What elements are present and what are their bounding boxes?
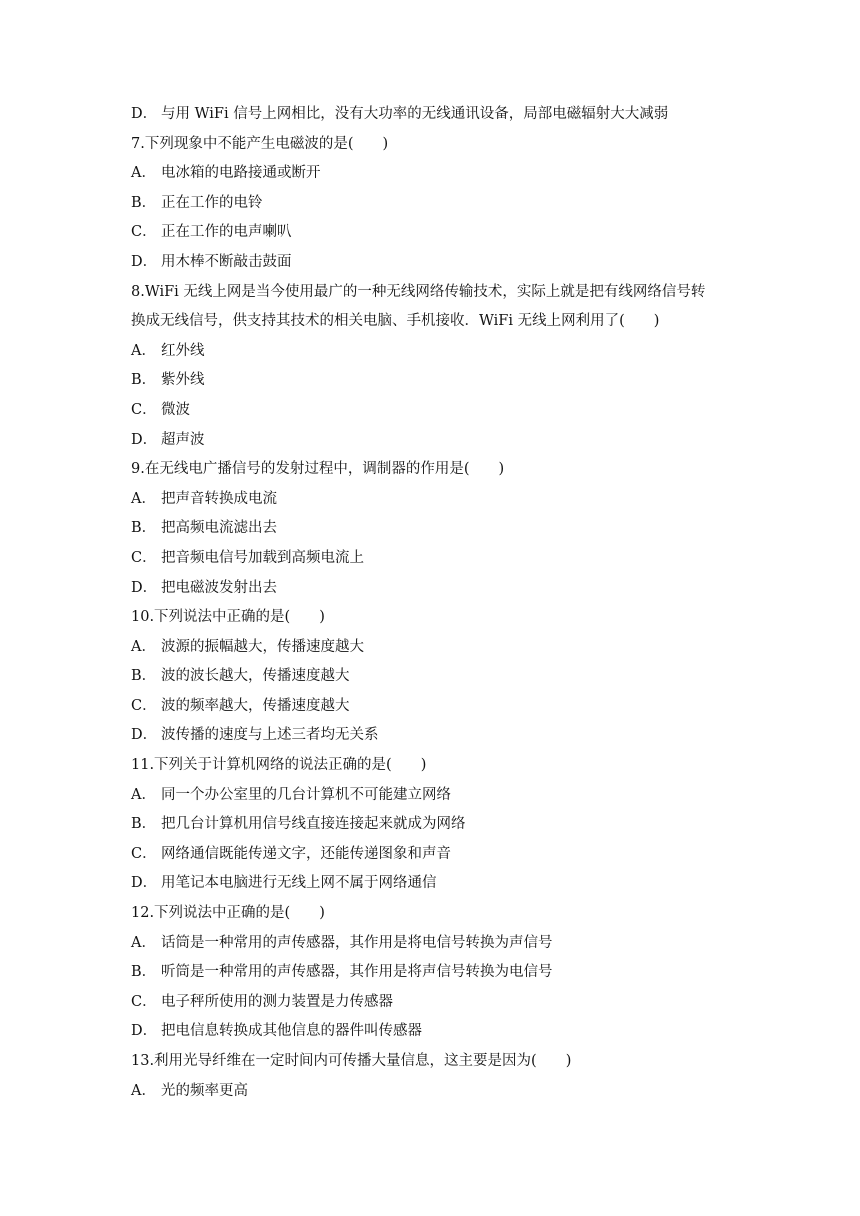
option-letter: D． [131,106,158,122]
option-text: 把声音转换成电流 [161,490,277,507]
answer-option [131,1017,731,1047]
answer-option [131,485,731,515]
option-text: 把几台计算机用信号线直接连接起来就成为网络 [161,816,466,833]
option-text: 正在工作的电声喇叭 [161,224,292,241]
option-letter: B． [131,816,157,833]
document-page [131,100,731,1106]
option-letter: D． [131,727,158,744]
option-text: 用笔记本电脑进行无线上网不属于网络通信 [161,875,437,892]
option-letter: A． [131,934,156,951]
question-text: 10.下列说法中正确的是( ) [131,609,325,626]
option-letter: B． [131,372,157,389]
answer-option [131,248,731,278]
answer-option [131,988,731,1018]
answer-option [131,929,731,959]
option-letter: C． [131,845,157,862]
answer-option [131,692,731,722]
option-text: 波的波长越大，传播速度越大 [161,668,350,685]
option-text: 红外线 [161,342,205,359]
option-text: 电冰箱的电路接通或断开 [161,165,321,182]
option-text: 同一个办公室里的几台计算机不可能建立网络 [161,786,451,803]
question-text: 13.利用光导纤维在一定时间内可传播大量信息，这主要是因为( ) [131,1053,572,1069]
option-letter: C． [131,697,157,714]
option-letter: B． [131,668,157,685]
option-text: 用木棒不断敲击鼓面 [161,253,292,270]
question-text: 12.下列说法中正确的是( ) [131,905,325,922]
question-text: 11.下列关于计算机网络的说法正确的是( ) [131,757,427,774]
answer-option [131,426,731,456]
option-text: 与用 WiFi 信号上网相比，没有大功率的无线通讯设备，局部电磁辐射大大减弱 [161,106,669,122]
option-letter: A． [131,1082,156,1099]
answer-option [131,869,731,899]
option-letter: B． [131,194,157,211]
option-text: 把高频电流滤出去 [161,520,277,537]
option-letter: B． [131,520,157,537]
answer-option [131,189,731,219]
option-text: 波源的振幅越大，传播速度越大 [161,638,364,655]
option-letter: C． [131,224,157,241]
answer-option [131,366,731,396]
option-text: 光的频率更高 [161,1082,248,1099]
option-letter: C． [131,549,157,566]
option-letter: D． [131,579,158,596]
question-text: 换成无线信号，供支持其技术的相关电脑、手机接收．WiFi 无线上网利用了( ) [131,313,660,330]
option-text: 超声波 [161,431,205,448]
option-text: 波的频率越大，传播速度越大 [161,697,350,714]
option-letter: D． [131,875,158,892]
answer-option [131,1077,731,1107]
answer-option [131,337,731,367]
question-text: 8.WiFi 无线上网是当今使用最广的一种无线网络传输技术，实际上就是把有线网络信号转 [131,283,706,300]
option-letter: A． [131,342,156,359]
option-text: 话筒是一种常用的声传感器，其作用是将电信号转换为声信号 [161,934,553,951]
option-text: 波传播的速度与上述三者均无关系 [161,727,379,744]
answer-option [131,544,731,574]
option-letter: D． [131,253,158,270]
option-text: 电子秤所使用的测力装置是力传感器 [161,993,393,1010]
option-letter: A． [131,786,156,803]
option-letter: C． [131,993,157,1010]
option-text: 紫外线 [161,372,205,389]
option-text: 正在工作的电铃 [161,194,263,211]
option-text: 听筒是一种常用的声传感器，其作用是将声信号转换为电信号 [161,964,553,981]
answer-option [131,958,731,988]
question-text: 7.下列现象中不能产生电磁波的是( ) [131,135,389,152]
answer-option [131,514,731,544]
question-text: 9.在无线电广播信号的发射过程中，调制器的作用是( ) [131,461,505,478]
option-letter: D． [131,431,158,448]
answer-option [131,633,731,663]
answer-option [131,662,731,692]
answer-option [131,159,731,189]
answer-option [131,218,731,248]
option-letter: A． [131,638,156,655]
option-text: 微波 [161,401,190,418]
answer-option [131,100,731,130]
option-letter: A． [131,490,156,507]
option-text: 把电磁波发射出去 [161,579,277,596]
answer-option [131,396,731,426]
answer-option [131,810,731,840]
answer-option [131,781,731,811]
option-letter: C． [131,401,157,418]
option-letter: D． [131,1023,158,1040]
option-text: 网络通信既能传递文字，还能传递图象和声音 [161,845,451,862]
option-letter: B． [131,964,157,981]
answer-option [131,840,731,870]
option-text: 把电信息转换成其他信息的器件叫传感器 [161,1023,422,1040]
option-letter: A． [131,165,156,182]
option-text: 把音频电信号加载到高频电流上 [161,549,364,566]
answer-option [131,574,731,604]
answer-option [131,721,731,751]
